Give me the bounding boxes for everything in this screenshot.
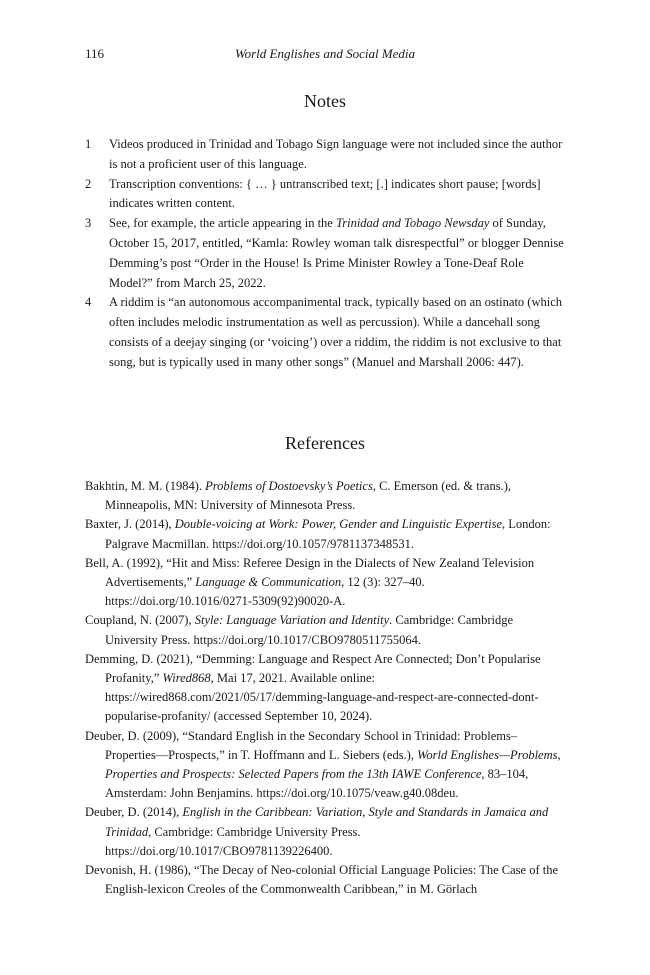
reference-text: . Cambridge: Cambridge University Press. https://doi.org/10.1017/CBO9780511755064. [105,613,514,647]
reference-text: , 83–104, Amsterdam: John Benjamins. https://doi.org/10.1075/veaw.g40.08deu. [105,767,529,801]
reference-text: , Mai 17, 2021. Available online: https://wired868.com/2021/05/17/demming-language-and-respect-are-connected-dont-popularise-profanity/ (accessed September 10, 2024). [105,671,539,724]
reference-text: , C. Emerson (ed. & trans.), Minneapolis, MN: University of Minnesota Press. [105,479,511,513]
reference-entry [85,861,567,899]
reference-work-title: Language & Communication [195,575,342,590]
reference-entry [85,554,567,612]
note-item [85,175,567,215]
note-number: 4 [85,295,92,310]
reference-work-title: Wired868 [162,671,211,686]
reference-work-title: Double-voicing at Work: Power, Gender and Linguistic Expertise [174,517,503,532]
reference-text: Coupland, N. (2007), [85,613,195,628]
reference-entry [85,650,567,727]
note-text: Videos produced in Trinidad and Tobago Sign language were not included since the author is not a proficient user of this language. [109,137,563,171]
reference-text: Deuber, D. (2014), [85,805,183,820]
reference-entry [85,477,567,515]
note-number: 1 [85,137,92,151]
note-text: Transcription conventions: { … } untranscribed text; [.] indicates short pause; [words] indicates written content. [109,176,541,211]
note-text [109,214,567,293]
reference-entry [85,727,567,804]
running-title: World Englishes and Social Media [234,46,416,61]
publication-title: Trinidad and Tobago Newsday [335,216,490,231]
reference-text: Deuber, D. (2009), “Standard English in the Secondary School in Trinidad: Problems–Properties—Prospects,” in T. Hoffmann and L. Siebers (eds.), [85,728,518,762]
reference-text: Devonish, H. (1986), “The Decay of Neo-colonial Official Language Policies: The Case of the English-lexicon Creoles of the Commonwealth Caribbean,” in M. Görlach [85,863,558,897]
note-number: 3 [85,216,92,231]
reference-text: Baxter, J. (2014), [85,517,175,532]
reference-work-title: Style: Language Variation and Identity [194,613,390,628]
notes-list [85,135,567,373]
reference-text: , 12 (3): 327–40. https://doi.org/10.1016/0271-5309(92)90020-A. [105,575,425,609]
note-item [85,135,567,175]
reference-work-title: Problems of Dostoevsky’s Poetics [205,479,373,493]
references-heading: References [285,433,365,453]
reference-entry [85,611,567,649]
note-text: A riddim is “an autonomous accompanimental track, typically based on an ostinato (which often includes melodic instrumentation as well as percussion). While a dancehall song consists of a deejay singing (or ‘voicing’) over a riddim, the riddim is not exclusive to that song, but is typically used in many other songs” (Manuel and Marshall 2006: 447). [109,295,563,369]
reference-text: , Cambridge: Cambridge University Press. https://doi.org/10.1017/CBO9781139226400. [105,824,361,858]
note-item [85,293,567,372]
note-text-part: of Sunday, October 15, 2017, entitled, “Kamla: Rowley woman talk disrespectful” or blogger Dennise Demming’s post “Order in the House! Is Prime Minister Rowley a Tone-Deaf Role Model?” from March 25, 2022. [109,216,564,290]
reference-work-title: English in the Caribbean: Variation, Style and Standards in Jamaica and Trinidad [105,805,549,839]
reference-entry [85,515,567,553]
note-item [85,214,567,293]
reference-text: Demming, D. (2021), “Demming: Language and Respect Are Connected; Don’t Popularise Profanity,” [85,651,541,686]
notes-heading: Notes [304,91,346,111]
reference-text: Bakhtin, M. M. (1984). [85,479,206,493]
running-header [85,45,565,63]
page-number: 116 [85,46,105,61]
reference-text: Bell, A. (1992), “Hit and Miss: Referee Design in the Dialects of New Zealand Television Advertisements,” [85,555,535,590]
references-list [85,477,567,899]
note-text-part: See, for example, the article appearing in the [109,216,336,231]
reference-work-title: World Englishes—Problems, Properties and Prospects: Selected Papers from the 13th IAWE Conference [105,747,561,782]
note-number: 2 [85,176,92,191]
reference-text: , London: Palgrave Macmillan. https://doi.org/10.1057/9781137348531. [105,517,551,551]
reference-entry [85,803,567,861]
